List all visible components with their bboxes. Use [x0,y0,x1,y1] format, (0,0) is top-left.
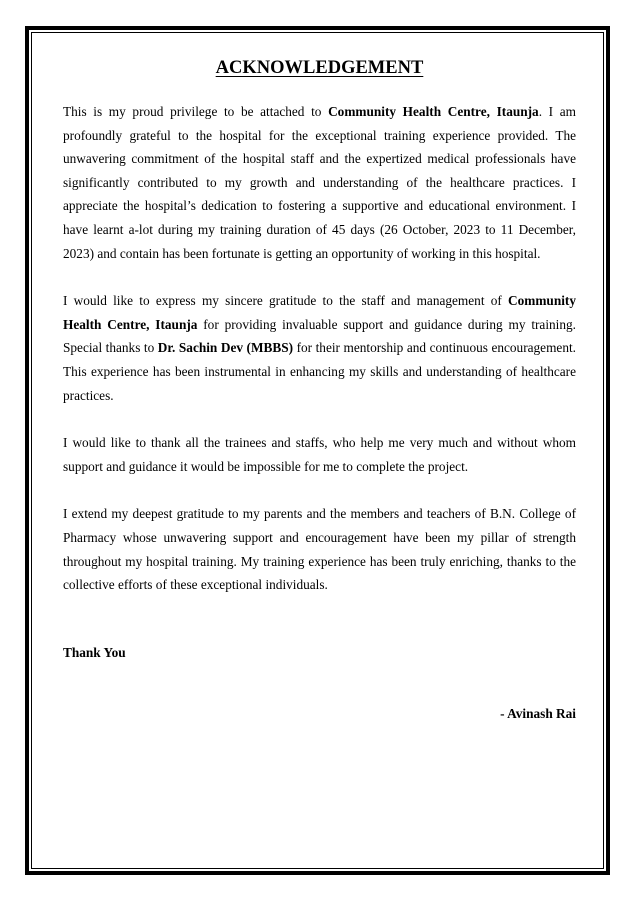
signature: - Avinash Rai [500,705,576,721]
document-body [63,56,576,725]
paragraph-1-text-c: . I am profoundly grateful to the hospital for the exceptional training experience provided. The unwavering commitment of the hospital staff and the expertized medical professionals have significantly contributed to my growth and understanding of the healthcare practices. I appreciate the hospital’s dedication to fostering a supportive and educational environment. I have learnt a-lot during my training duration of 45 days (26 October, 2023 to 11 December, 2023) and contain has been fortunate is getting an opportunity of working in this hospital. [63,104,576,261]
closing-thank-you: Thank You [63,644,126,660]
paragraph-3: I would like to thank all the trainees and staffs, who help me very much and without whom support and guidance it would be impossible for me to complete the project. [63,435,576,474]
hospital-name-bold: Community Health Centre, Itaunja [328,104,539,119]
paragraph-2-text-e: for their mentorship and continuous encouragement. This experience has been instrumental in enhancing my skills and understanding of healthcare practices. [63,340,576,403]
paragraph-1-text-a: This is my proud privilege to be attached to [63,104,329,119]
hospital-name-bold-2: Community Health Centre, Itaunja [63,293,576,332]
page-title: ACKNOWLEDGEMENT [215,58,424,78]
paragraph-2 [63,289,576,407]
paragraph-2-text-a: I would like to express my sincere gratitude to the staff and management of [63,293,509,309]
paragraph-4: I extend my deepest gratitude to my parents and the members and teachers of B.N. College of Pharmacy whose unwavering support and encouragement have been my pillar of strength throughout my hospital training. My training experience has been truly enriching, thanks to the collective efforts of these exceptional individuals. [63,506,576,593]
paragraph-1 [63,100,576,265]
doctor-name-bold: Dr. Sachin Dev (MBBS) [157,340,294,356]
paragraph-2-text-c: for providing invaluable support and guidance during my training. Special thanks to [63,316,576,356]
